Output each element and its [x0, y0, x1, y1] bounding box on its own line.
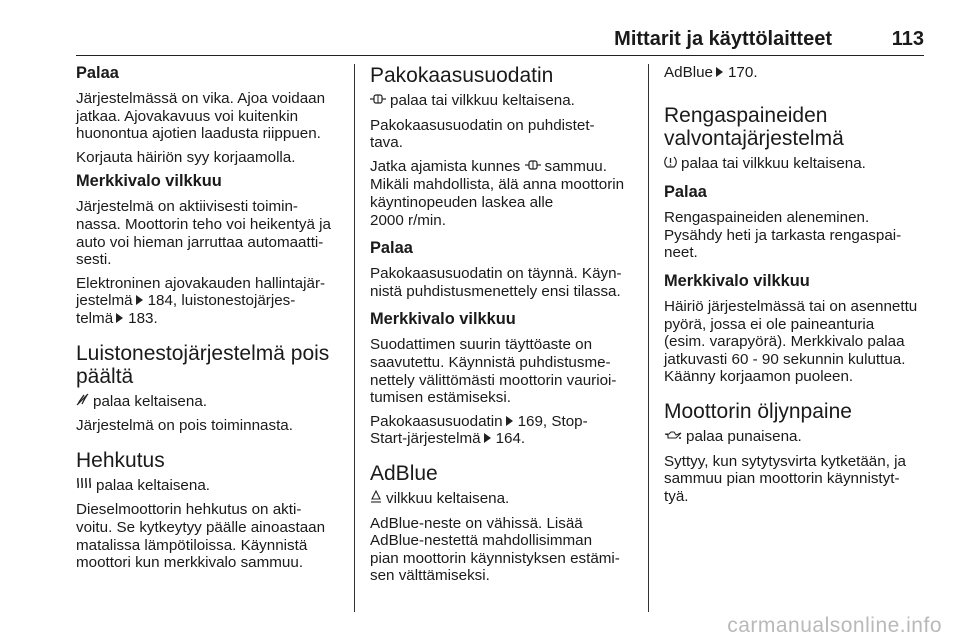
text-line: Syttyy, kun sytytysvirta kytketään, ja: [664, 452, 906, 470]
text-line: huonontua ajotien laadusta riippuen.: [76, 125, 321, 143]
page-ref-arrow-icon: [484, 433, 491, 443]
text-line: Pakokaasusuodatin on puhdistet-: [370, 116, 595, 134]
text-line: palaa tai vilkkuu keltaisena.: [681, 154, 866, 172]
page-ref-arrow-icon: [506, 416, 513, 426]
text-line: Järjestelmä on aktiivisesti toimin-: [76, 198, 298, 216]
heading-rengaspaine: [664, 104, 932, 150]
text-segment: sammuu.: [544, 157, 607, 175]
text-line: tumisen estämiseksi.: [370, 389, 511, 407]
watermark: carmanualsonline.info: [727, 614, 942, 637]
text-line: [76, 310, 344, 328]
paragraph-esc-ref: [76, 275, 344, 328]
paragraph-repair: Korjauta häiriön syy korjaamolla.: [76, 148, 296, 166]
paragraph-pako-drive: [370, 158, 638, 229]
exhaust-filter-icon: [370, 93, 386, 111]
page-ref-link[interactable]: 184, luistonestojärjes-: [147, 292, 296, 310]
text-line: nistä puhdistusmenettely ensi tilassa.: [370, 282, 621, 300]
text-segment: Jatka ajamista kunnes: [370, 157, 521, 175]
page-ref-arrow-icon: [716, 67, 723, 77]
ref-text: jestelmä: [76, 292, 133, 310]
text-line: matalissa lämpötiloissa. Käynnistä: [76, 536, 308, 554]
paragraph-pako-ref: [370, 413, 638, 448]
page-header: [76, 28, 924, 54]
column-divider-1: [354, 64, 355, 612]
paragraph-pako-full: [370, 265, 638, 300]
column-divider-2: [648, 64, 649, 612]
oil-pressure-icon: [664, 429, 682, 447]
paragraph-luisto-icon: [76, 393, 344, 412]
paragraph-oljy: [664, 453, 932, 506]
text-line: sesti.: [76, 251, 112, 269]
paragraph-renga-icon: [664, 155, 932, 174]
text-line: sammuu pian moottorin käynnistyt-: [664, 470, 900, 488]
paragraph-oljy-icon: [664, 428, 932, 447]
text-line: [370, 430, 638, 448]
paragraph-fault: [76, 90, 344, 143]
column-1: [76, 64, 344, 578]
text-line: auto voi hieman jarruttaa automaatti-: [76, 233, 324, 251]
text-line: saavutettu. Käynnistä puhdistusme-: [370, 353, 611, 371]
text-line: Käänny korjaamon puoleen.: [664, 368, 854, 386]
tire-pressure-icon: [664, 155, 677, 174]
header-rule: [76, 55, 924, 56]
ref-text: Start-järjestelmä: [370, 430, 481, 448]
heading-line: päältä: [76, 364, 134, 388]
text-line: jatkaa. Ajovakavuus voi kuitenkin: [76, 107, 299, 125]
heading-hehkutus: Hehkutus: [76, 448, 165, 472]
paragraph-hehkutus: [76, 501, 344, 571]
traction-off-icon: [76, 393, 89, 412]
text-line: pyörä, jossa ei ole paineanturia: [664, 315, 875, 333]
glow-plug-icon: [76, 477, 92, 496]
text-line: pian moottorin käynnistyksen estämi-: [370, 549, 620, 567]
heading-line: Rengaspaineiden: [664, 103, 828, 127]
text-line: palaa punaisena.: [686, 427, 802, 445]
text-line: vilkkuu keltaisena.: [386, 489, 510, 507]
page-ref-link[interactable]: 183.: [128, 309, 158, 327]
text-line: Mikäli mahdollista, älä anna moottorin: [370, 176, 625, 194]
paragraph-luisto-off: Järjestelmä on pois toiminnasta.: [76, 417, 293, 435]
text-line: moottori kun merkkivalo sammuu.: [76, 554, 304, 572]
page-ref-link[interactable]: 169, Stop-: [517, 412, 588, 430]
page-ref-link[interactable]: 170.: [727, 64, 758, 81]
heading-line: valvontajärjestelmä: [664, 126, 844, 150]
text-line: Suodattimen suurin täyttöaste on: [370, 336, 593, 354]
heading-palaa: Palaa: [664, 183, 707, 202]
paragraph-adblue-icon: [370, 490, 638, 509]
ref-text: telmä: [76, 309, 114, 327]
text-line: nassa. Moottorin teho voi heikentyä ja: [76, 215, 331, 233]
text-line: jatkuvasti 60 - 90 sekunnin kuluttua.: [664, 350, 906, 368]
text-line: palaa keltaisena.: [96, 476, 210, 494]
heading-merkkivalo: Merkkivalo vilkkuu: [370, 310, 516, 329]
text-line: (esim. varapyörä). Merkkivalo palaa: [664, 333, 905, 351]
heading-palaa: Palaa: [76, 64, 119, 82]
paragraph-renga-low: [664, 209, 932, 262]
text-line: neet.: [664, 244, 698, 262]
paragraph-hehkutus-icon: [76, 477, 344, 496]
text-line: Pakokaasusuodatin on täynnä. Käyn-: [370, 265, 622, 283]
text-line: 2000 r/min.: [370, 211, 446, 229]
heading-merkkivalo: Merkkivalo vilkkuu: [76, 172, 222, 191]
heading-oljynpaine: Moottorin öljynpaine: [664, 399, 852, 423]
chapter-title: Mittarit ja käyttölaitteet: [614, 28, 832, 50]
paragraph-pako-icon: [370, 92, 638, 111]
paragraph-adblue: [370, 515, 638, 585]
paragraph-active: [76, 198, 344, 268]
heading-adblue: AdBlue: [370, 461, 438, 485]
text-line: käyntinopeuden laskea alle: [370, 193, 554, 211]
page-ref-link[interactable]: 164.: [495, 430, 526, 448]
text-line: [370, 413, 638, 431]
adblue-icon: [370, 490, 382, 509]
ref-text: Pakokaasusuodatin: [370, 412, 503, 430]
text-line: Dieselmoottorin hehkutus on akti-: [76, 501, 302, 519]
heading-line: Luistonestojärjestelmä pois: [76, 341, 330, 365]
page-ref-arrow-icon: [116, 313, 123, 323]
heading-palaa: Palaa: [370, 239, 413, 258]
text-line: Elektroninen ajovakauden hallintajär-: [76, 274, 326, 292]
text-line: sen välttämiseksi.: [370, 567, 490, 585]
text-line: voitu. Se kytkeytyy päälle ainoastaan: [76, 518, 326, 536]
exhaust-filter-icon: [525, 159, 541, 177]
column-3: [664, 64, 932, 511]
page-ref-arrow-icon: [136, 295, 143, 305]
heading-pakokaasusuodatin: Pakokaasusuodatin: [370, 64, 554, 87]
paragraph-pako-max: [370, 336, 638, 406]
text-line: tava.: [370, 134, 403, 152]
ref-text: AdBlue: [664, 64, 713, 81]
text-line: tyä.: [664, 487, 689, 505]
text-line: AdBlue-neste on vähissä. Lisää: [370, 514, 583, 532]
heading-merkkivalo: Merkkivalo vilkkuu: [664, 271, 810, 290]
text-line: [370, 158, 638, 177]
text-line: palaa tai vilkkuu keltaisena.: [390, 92, 575, 109]
paragraph-pako-clean: [370, 117, 638, 152]
text-line: palaa keltaisena.: [93, 392, 207, 410]
text-line: AdBlue-nestettä mahdollisimman: [370, 532, 593, 550]
column-2: [370, 64, 638, 591]
paragraph-adblue-ref: [664, 64, 932, 82]
text-line: Häiriö järjestelmässä tai on asennettu: [664, 297, 918, 315]
text-line: nettely välittömästi moottorin vaurioi-: [370, 371, 617, 389]
page-number: 113: [891, 28, 924, 50]
heading-luistonesto: [76, 342, 344, 388]
text-line: Rengaspaineiden aleneminen.: [664, 209, 870, 227]
text-line: [76, 292, 344, 310]
paragraph-renga-fault: [664, 298, 932, 386]
text-line: Järjestelmässä on vika. Ajoa voidaan: [76, 90, 326, 107]
text-line: Pysähdy heti ja tarkasta rengaspai-: [664, 226, 902, 244]
